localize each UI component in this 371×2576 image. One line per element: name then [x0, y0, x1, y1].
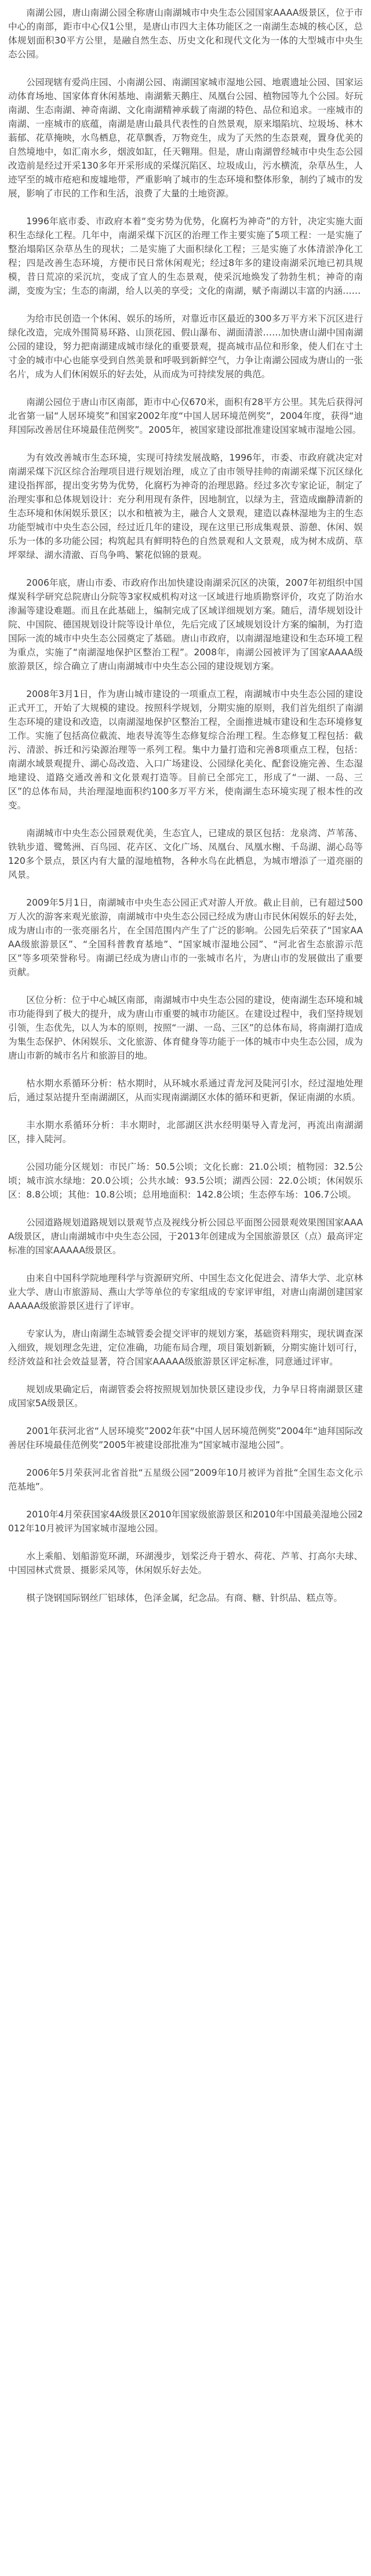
paragraph-spacer — [8, 882, 363, 896]
paragraph-spacer — [8, 1257, 363, 1271]
paragraph-spacer — [8, 437, 363, 451]
paragraph-spacer — [8, 298, 363, 312]
paragraph-spacer — [8, 1146, 363, 1160]
paragraph-spacer — [8, 1535, 363, 1549]
paragraph-souvenirs: 棋子饶钢国际钢丝厂铝球体，色泽金属，纪念品。有商、糖、针织品、糕点等。 — [26, 1593, 343, 1603]
paragraph-spacer — [8, 673, 363, 687]
paragraph-spacer — [8, 61, 363, 75]
paragraph-wet-season-water: 丰水期水系循环分析：丰水期时，北部湖区洪水经明渠导入青龙河，再流出南湖湖区，排入陡河。 — [8, 1120, 363, 1144]
paragraph-leisure-space: 为给市民创造一个休闲、娱乐的场所，对靠近市区最近的300多万平方米下沉区进行绿化改造，完成外围简易环路、山顶花园、假山瀑布、湖面清淤……加快唐山湖中国南湖公园的建设，努力把南湖建成城市绿化的重要景观，提高城市品位和形象，使人们在寸土寸金的城市中心也能享受到自然美景和呼吸到新鲜空气，力争让南湖公园成为唐山的一张名片，成为人们休闲娱乐的好去处，从而成为可持续发展的典范。 — [8, 313, 363, 380]
paragraph-planning: 为有效改善城市生态环境，实现可持续发展战略，1996年，市委、市政府就决定对南湖采煤下沉区综合治理项目进行规划治理，成立了由市领导挂帅的南湖采煤下沉区绿化建设指挥部，提出变劣势为优势，化腐朽为神奇的治理思路。经过多次专家论证，制定了治理实事和总体规划设计：充分利用现有条件，因地制宜，以绿为主，营造成幽静清新的生态环境和休闲娱乐景区；以水和植被为主，融合人文景观，建造以森林湿地为主的生态功能型城市中央生态公园，经过近几年的建设，现在这里已形成集观景、游憩、休闲、娱乐为一体的多功能公园；构筑起具有鲜明特色的自然景观和人文景观，成为树木成荫、草坪翠绿、湖水清澈、百鸟争鸣、繁花似锦的景观。 — [8, 453, 363, 560]
paragraph-spacer — [8, 1063, 363, 1077]
paragraph-function-zones: 公园功能分区规划：市民广场：50.5公顷；文化长廊：21.0公顷；植物园：32.5公顷；城市滨水绿地：20.0公顷；公共水域：93.5公顷；湖西公园：22.0公顷；休闲娱乐区：8.8公顷；其他：10.8公顷；总用地面积：142.8公顷；生态停车场：106.7公顷。 — [8, 1162, 363, 1200]
paragraph-spacer — [8, 1577, 363, 1591]
paragraph-road-plan: 公园道路规划道路规划以景观节点及视线分析公园总平面图公园景观效果图国家AAAA级景区，唐山南湖城市中央生态公园，于2013年创建成为全国旅游景区（点）最高评定标准的国家AAAAA级景区。 — [8, 1217, 363, 1256]
paragraph-spacer — [8, 1410, 363, 1424]
paragraph-honors-2001: 2001年获河北省“人居环境奖”2002年获“中国人居环境范例奖”2004年“迪拜国际改善居住环境最佳范例奖”2005年被建设部批准为“国家城市湿地公园”。 — [8, 1426, 363, 1450]
paragraph-spacer — [8, 562, 363, 576]
paragraph-dry-season-water: 枯水期水系循环分析：枯水期时，从环城水系通过青龙河及陡河引水，经过湿地处理后，通过泵站提升至南湖湖区，从而实现南湖湖区水体的循环和更新，保证南湖的水质。 — [8, 1078, 363, 1103]
paragraph-spacer — [8, 812, 363, 826]
paragraph-spacer — [8, 200, 363, 214]
paragraph-location-awards: 南湖公园位于唐山市区南部，距市中心仅670米，面积有28平方公里。其先后获得河北省第一届“人居环境奖”和国家2002年度“中国人居环境范例奖”，2004年度，获得“迪拜国际改善居住环境最佳范例奖”。2005年，被国家建设部批准建设国家城市湿地公园。 — [8, 397, 363, 435]
paragraph-honors-2006: 2006年5月荣获河北省首批“五星级公园”2009年10月被评为首批“全国生态文化示范基地”。 — [8, 1468, 363, 1492]
paragraph-sub-parks: 公园现辖有爱尚庄园、小南湖公园、南湖国家城市湿地公园、地震遗址公园、国家运动体育场地、国家体育休闲基地、南湖紫天鹅庄、凤凰台公园、植物园等九个公园。好玩南湖、生态南湖、神奇南湖、文化南湖精神承载了南湖的特色、品位和追求。一座城市的南湖、一座城市的底蕴，南湖是唐山最具代表性的自然景观，原来塌陷坑、垃圾场、林木蓊郁、花草掩映，水鸟栖息，花草飘香，万物竞生，成为了天然的生态景观，置身优美的自然境地中，如汇南水乡，烟波如缸，任天翱翔。但是，唐山南湖曾经城市中央生态公园改造前是经过开采130多年开采形成的采煤沉陷区、垃圾成山，污水横流，杂草丛生，人迹罕至的城市疮疤和废墟地带，严重影响了城市的生态环境和整体形象，制约了城市的发展，影响了市民的工作和生活，浪费了大量的土地资源。 — [8, 77, 363, 199]
paragraph-2006-decision: 2006年底，唐山市委、市政府作出加快建设南湖采沉区的决策，2007年初组织中国煤炭科学研究总院唐山分院等3家权威机构对这一区域进行地质勘察评价，攻克了防治水渗漏等建设难题。而且在此基础上，编制完成了区域详细规划方案。随后，清华规划设计院、中国院、德国规划设计院等设计单位，先后完成了区域规划设计方案的编制，为打造国际一流的城市中央生态公园奠定了基础。唐山市政府，以南湖湿地建设和生态环境工程为重点，实施了“南湖湿地保护区整治工程”。2008年，南湖公园被评为了国家AAAA级旅游景区，综合确立了唐山南湖城市中央生态公园的建设规划方案。 — [8, 578, 363, 672]
paragraph-activities: 水上乘船、划船游览环湖，环湖漫步，划桨泛舟于碧水、荷花、芦苇、打高尔夫球、中国园林式赏景、摄影采风等，休闲娱乐好去处。 — [8, 1551, 363, 1575]
paragraph-spacer — [8, 381, 363, 395]
paragraph-spacer — [8, 1313, 363, 1327]
paragraph-spacer — [8, 1202, 363, 1216]
paragraph-2009-opening: 2009年5月1日，南湖城市中央生态公园正式对游人开放。截止目前，已有超过500万人次的游客来观光旅游，南湖城市中央生态公园已经成为唐山市民休闲娱乐的好去处，成为唐山市的一张亮丽名片，在全国范围内产生了广泛的影响。公园先后荣获了“国家AAAA级旅游景区”、“全国科普教育基地”、“国家城市湿地公园”、“河北省生态旅游示范区”等多项荣誉称号。南湖已经成为唐山市的一张城市名片，为唐山市的发展做出了重要贡献。 — [8, 897, 363, 977]
paragraph-intro: 南湖公园，唐山南湖公园全称唐山南湖城市中央生态公园国家AAAA级景区，位于市中心的南部，距市中心仅1公里，是唐山市四大主体功能区之一南湖生态城的核心区，总体规划面积30平方公里，是融自然生态、历史文化和现代文化为一体的大型城市中央生态公园。 — [8, 8, 363, 60]
paragraph-spacer — [8, 1369, 363, 1382]
paragraph-2008-construction: 2008年3月1日，作为唐山城市建设的一项重点工程，南湖城市中央生态公园的建设正式开工，开始了大规模的建设。按照科学规划，分期实施的原则，我们首先组织了南湖生态环境的建设和改造，以南湖湿地保护区整治工程，全面推进城市建设和生态环境修复工作。实施了包括高位截流、地表导流等生态修复综合治理工程。生态修复工程包括：截污、清淤、拆迁和污染源治理等一系列工程。集中力量打造和完善8项重点工程，包括：南湖水域景观提升、湖心岛改造、入口广场建设、公园绿化美化、配套设施完善、生态湿地建设、道路交通改善和文化景观打造等。目前已全部完工，形成了“一湖、一岛、三区”的总体布局，共治理湿地面积约100多万平方米，使南湖生态环境实现了根本性的改变。 — [8, 689, 363, 811]
paragraph-1996-greening: 1996年底市委、市政府本着“变劣势为优势，化腐朽为神奇”的方针，决定实施大面积生态绿化工程。几年中，南湖采煤下沉区的治理工作主要实施了5项工程：一是实施了整治塌陷区杂草丛生的现状；二是实施了大面积绿化工程；三是实施了水体清淤净化工程；四是改善生态环境，方便市民日常休闲观光；经过8年多的建设南湖采沉地已初具规模，昔日荒凉的采沉坑，变成了宜人的生态景观，使采沉地焕发了勃勃生机；神奇的南湖，变废为宝；生态的南湖，给人以美的享受；文化的南湖，赋予南湖以丰富的内涵…… — [8, 216, 363, 296]
paragraph-expert-panel: 由来自中国科学院地理科学与资源研究所、中国生态文化促进会、清华大学、北京林业大学、唐山市旅游局、燕山大学等单位的专家组成的专家评审组，对唐山南湖创建国家AAAAA级旅游景区进行了评审。 — [8, 1273, 363, 1311]
paragraph-location-analysis: 区位分析：位于中心城区南部，南湖城市中央生态公园的建设，使南湖生态环境和城市功能得到了极大的提升，成为唐山市重要的城市功能区。在建设过程中，我们坚持规划引领，生态优先，以人为本的原则，按照“一湖、一岛、三区”的总体布局，将南湖打造成为集生态保护、休闲娱乐、文化旅游、体育健身等功能于一体的城市中央生态公园，成为唐山市新的城市名片和旅游目的地。 — [8, 995, 363, 1061]
paragraph-spacer — [8, 1104, 363, 1118]
paragraph-spacer — [8, 1452, 363, 1466]
paragraph-next-steps: 规划成果确定后，南湖管委会将按照规划加快景区建设步伐，力争早日将南湖景区建成国家5A级景区。 — [8, 1384, 363, 1409]
paragraph-spacer — [8, 1494, 363, 1508]
paragraph-honors-2010: 2010年4月荣获国家4A级景区2010年国家级旅游景区和2010年中国最美湿地公园2012年10月被评为国家城市湿地公园。 — [8, 1509, 363, 1534]
paragraph-scenery: 南湖城市中央生态公园景观优美，生态宜人，已建成的景区包括：龙泉湾、芦苇荡、铁轨步道、鹭鸶洲、百鸟园、花卉区、文化广场、凤凰台、凤凰水榭、千岛湖、湖心岛等120多个景点，景区内有大量的湿地植物，各种水鸟在此栖息，为城市增添了一道亮丽的风景。 — [8, 828, 363, 880]
paragraph-expert-opinion: 专家认为，唐山南湖生态城管委会提交评审的规划方案，基础资料翔实，现状调查深入细致，规划理念先进，定位准确，功能布局合理，项目策划新颖，分期实施计划可行，经济效益和社会效益显著，符合国家AAAAA级旅游景区评定标准，同意通过评审。 — [8, 1329, 363, 1367]
paragraph-spacer — [8, 979, 363, 993]
